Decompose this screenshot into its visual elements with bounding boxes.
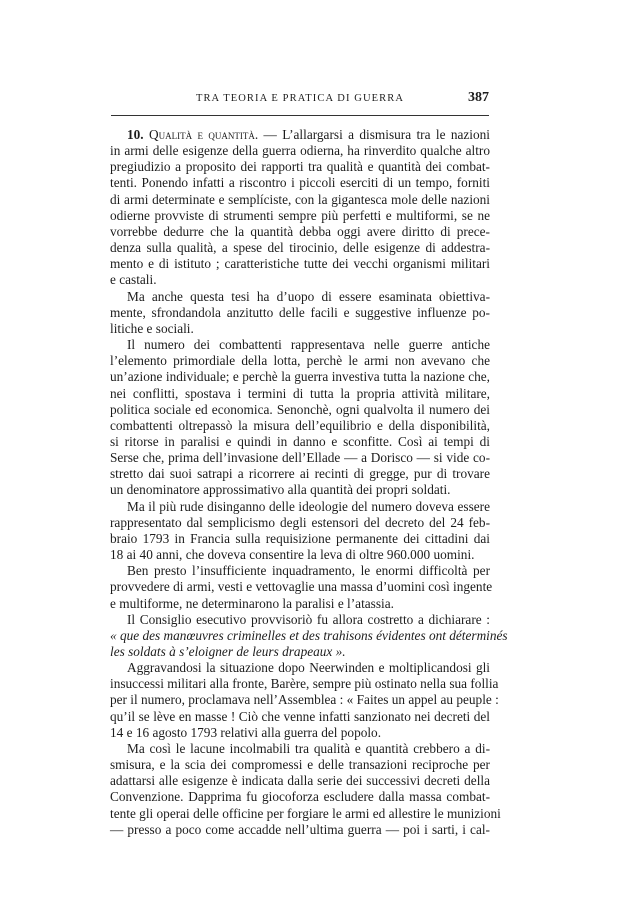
text-line: — presso a poco come accadde nell’ultima guerra — poi i sarti, i cal- (110, 821, 490, 837)
text-line: l’elemento primordiale della lotta, perchè le armi non avevano che (110, 353, 490, 369)
text-line: 18 ai 40 anni, che doveva consentire la leva di oltre 960.000 uomini. (110, 547, 475, 563)
text-line: « que des manœuvres criminelles et des trahisons évidentes ont déterminés (110, 627, 508, 643)
text-line: Serse che, prima dell’invasione dell’Ellade — a Dorisco — si vide co- (110, 450, 490, 466)
text-line: Il Consiglio esecutivo provvisoriò fu allora costretto a dichiarare : (127, 611, 490, 627)
running-title: TRA TEORIA E PRATICA DI GUERRA (195, 93, 405, 104)
text-line: di armi determinate e semplíciste, con la gigantesca mole delle nazioni (110, 191, 490, 207)
text-line: Il numero dei combattenti rappresentava nelle guerre antiche (127, 337, 490, 353)
text-line: tente gli operai delle officine per forgiare le armi ed allestire le munizioni (110, 805, 501, 821)
text-line: denza sulla qualità, a spese del tirocinio, delle esigenze di addestra- (110, 240, 490, 256)
text-line: e multiforme, ne determinarono la paralisi e l’atassia. (110, 595, 394, 611)
text-line: tenti. Ponendo infatti a riscontro i piccoli eserciti di un tempo, forniti (110, 175, 490, 191)
text-line: vorrebbe dedurre che la quantità debba oggi avere diritto di prece- (110, 223, 490, 239)
text-line: les soldats à s’eloigner de leurs drapeaux ». (110, 644, 346, 659)
text-line: qu’il se lève en masse ! Ciò che venne infatti sanzionato nei decreti del (110, 708, 490, 724)
text-line: adattarsi alle esigenze è indicata dalla serie dei successivi decreti della (110, 773, 490, 789)
text-line: 14 e 16 agosto 1793 relativi alla guerra del popolo. (110, 724, 382, 740)
page-number: 387 (468, 90, 489, 105)
text-line: mente, sfrondandola anzitutto delle facili e suggestive influenze po- (110, 304, 490, 320)
text-line: per il numero, proclamava nell’Assemblea : « Faites un appel au peuple : (110, 692, 499, 708)
text-line: smisura, e la scia dei compromessi e delle transazioni reciproche per (110, 757, 490, 773)
text-line: pregiudizio a proposito dei rapporti tra qualità e quantità dei combat- (110, 159, 490, 175)
body-text (110, 127, 508, 838)
text-line: un denominatore approssimativo alla quantità dei propri soldati. (110, 482, 451, 498)
text-line: Convenzione. Dapprima fu giocoforza escludere dalla massa combat- (110, 789, 490, 805)
text-line-content: — L’allargarsi a dismisura tra le nazioni (263, 127, 490, 142)
text-line: combattenti oltrepassò la misura dell’equilibrio e della disponibilità, (110, 417, 490, 433)
text-line: Ma il più rude disinganno delle ideologie del numero doveva essere (127, 498, 490, 514)
text-line: Ben presto l’insufficiente inquadramento, le enormi difficoltà per (127, 563, 490, 579)
text-line: politica sociale ed economica. Senonchè, ogni qualvolta il numero dei (110, 401, 490, 417)
text-line: litiche e sociali. (110, 320, 194, 336)
text-line: odierne provviste di strumenti sempre più perfetti e multiformi, se ne (110, 207, 490, 223)
text-line: un’azione individuale; e perchè la guerra investiva tutta la nazione che, (110, 369, 490, 385)
text-line: si ritorse in paralisi e quindi in danno e sconfitte. Così ai tempi di (110, 433, 490, 449)
text-line: e castali. (110, 272, 157, 288)
text-line: in armi delle esigenze della guerra odierna, ha rinverdito qualche altro (110, 143, 490, 159)
text-line: provvedere di armi, vesti e vettovaglie una massa d’uomini così ingente (110, 579, 493, 595)
section-number: 10. (127, 127, 144, 142)
lines-container (110, 143, 508, 838)
text-line: Ma così le lacune incolmabili tra qualità e quantità crebbero a di- (127, 740, 490, 756)
text-line: mento e di istituto ; caratteristiche tutte dei vecchi organismi militari (110, 256, 490, 272)
header-rule (111, 115, 489, 116)
text-line: stretto dai suoi satrapi a ricorrere ai recinti di gregge, pur di trovare (110, 466, 490, 482)
section-title: Qualità e quantità. (149, 127, 259, 142)
text-line (110, 127, 490, 143)
text-line: Ma anche questa tesi ha d’uopo di essere esaminata obiettiva- (127, 288, 490, 304)
text-line: Aggravandosi la situazione dopo Neerwinden e moltiplicandosi gli (127, 660, 490, 676)
page-header (111, 90, 489, 113)
text-line: rappresentato dal semplicismo degli estensori del decreto del 24 feb- (110, 514, 490, 530)
text-line: braio 1793 in Francia sulla requisizione permanente dei cittadini dai (110, 530, 490, 546)
text-line: nei conflitti, spostava i termini di tutta la propria attività militare, (110, 385, 490, 401)
text-line: insuccessi militari alla fronte, Barère, sempre più ostinato nella sua follia (110, 676, 499, 692)
